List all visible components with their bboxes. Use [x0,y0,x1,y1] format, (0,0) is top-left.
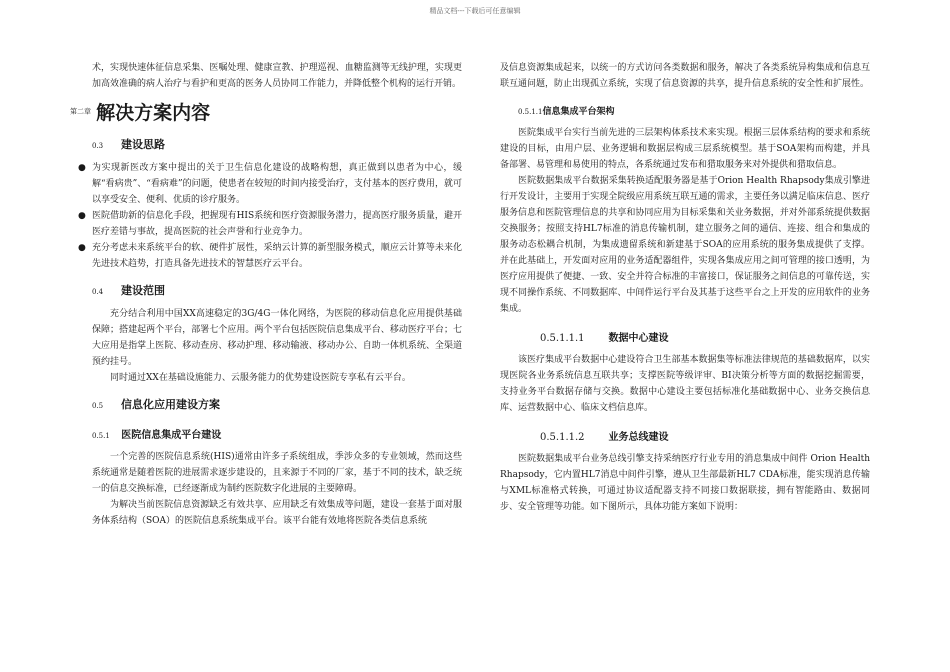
left-column [70,60,462,529]
section-heading-0-4 [92,282,462,298]
integration-paragraph-2: 为解决当前医院信息资源缺乏有效共享、应用缺乏有效集成等问题，建设一套基于面对服务体系结构（SOA）的医院信息系统集成平台。该平台能有效地将医院各类信息系统 [92,500,462,526]
section-heading-0-3 [92,136,462,152]
bullet-item [78,208,462,240]
intro-paragraph: 术，实现快速体征信息采集、医嘱处理、健康宣教、护理巡视、血糖监测等无线护理，实现更加高效准确的病人治疗与看护和更高的医务人员协同工作能力，并降低整个机构的运行开销。 [92,63,462,89]
page-header: 精品文档---下载后可任意编辑 [429,7,521,15]
section-number: 0.4 [92,288,104,296]
integration-paragraph-1: 一个完善的医院信息系统(HIS)通常由许多子系统组成，季涉众多的专业领域，然而这些系统通常是随着医院的进展需求逐步建设的，且来源于不同的厂家，基于不同的技术，缺乏统一的信息交换标准，已经逐渐成为制约医院数字化进展的主要障碍。 [92,452,462,494]
bullet-list [78,160,462,272]
heading-title: 数据中心建设 [608,333,669,344]
heading-title: 业务总线建设 [608,432,669,443]
section-title: 建设思路 [120,138,165,151]
subsection-number: 0.5.1 [92,432,110,440]
scope-paragraph-2: 同时通过XX在基础设施能力、云服务能力的优势建设医院专享私有云平台。 [110,373,411,383]
bus-paragraph: 医院数据集成平台业务总线引擎支持采纳医疗行业专用的消息集成中间件 Orion Health Rhapsody，它内置HL7消息中间件引擎，遵从卫生部最新HL7 CDA标准，能实现消息传输与XML标准格式转换，可通过协议适配器支持不同接口数据联接，拥有智能路由、数据同步、安全管理等功能。如下图所示，具体功能方案如下说明： [500,454,870,512]
chapter-heading [70,98,462,124]
subsection-title: 医院信息集成平台建设 [121,430,222,441]
section-number: 0.5 [92,402,104,410]
continuation-paragraph: 及信息资源集成起来，以统一的方式访问各类数据和服务，解决了各类系统异构集成和信息互联互通问题，防止出现孤立系统，实现了信息资源的共享，提升信息系统的安全性和扩展性。 [500,63,870,89]
subsection-heading-0-5-1 [92,426,462,441]
bullet-text: 充分考虑未来系统平台的软、硬件扩展性，采纳云计算的新型服务模式，顺应云计算等未来化先进技术趋势，打造具备先进技术的智慧医疗云平台。 [92,243,462,269]
section-heading-0-5 [92,396,462,412]
right-column [500,60,870,515]
bullet-item [78,160,462,208]
heading-number: 0.5.1.1.2 [540,432,585,443]
heading-number: 0.5.1.1.1 [540,333,585,344]
section-title: 信息化应用建设方案 [120,398,220,411]
subsection-heading-0-5-1-1 [500,104,870,117]
section-title: 建设范围 [120,284,165,297]
subsection-number: 0.5.1.1 [518,108,543,116]
bullet-item [78,240,462,272]
chapter-title: 解决方案内容 [96,102,211,124]
heading-0-5-1-1-1 [500,329,870,344]
bullet-dot-icon: ● [78,243,86,253]
subsection-title: 信息集成平台架构 [542,107,615,117]
section-number: 0.3 [92,142,104,150]
chapter-number: 第二章 [70,107,91,116]
scope-paragraph-1: 充分结合利用中国XX高速稳定的3G/4G一体化网络，为医院的移动信息化应用提供基础保障；搭建起两个平台，部署七个应用。两个平台包括医院信息集成平台、移动医疗平台；七大应用是指掌上医院、移动查房、移动护理、移动输液、移动办公、自助一体机系统、全渠道预约挂号。 [92,309,462,367]
architecture-paragraph-1: 医院集成平台实行当前先进的三层架构体系技术来实现。根据三层体系结构的要求和系统建设的目标，由用户层、业务逻辑和数据层构成三层系统模型。基于SOA架构而构建，并具备部署、易管理和易使用的特点，各系统通过发布和猎取服务来对外提供和猎取信息。 [500,128,870,170]
bullet-text: 为实现新医改方案中提出的关于卫生信息化建设的战略构想，真正做到以患者为中心，缓解“看病贵”、“看病难”的问题，使患者在较短的时间内接受治疗，支付基本的医疗费用，就可以享受安全、便利、优质的诊疗服务。 [92,163,462,205]
data-center-paragraph: 该医疗集成平台数据中心建设符合卫生部基本数据集等标准法律规范的基础数据库，以实现医院各业务系统信息互联共享；支撑医院等级评审、BI决策分析等方面的数据挖掘需要，支持业务平台数据存储与交换。数据中心建设主要包括标准化基础数据中心、业务交换信息库、运营数据中心、临床文档信息库。 [500,355,870,413]
bullet-dot-icon: ● [78,211,86,221]
bullet-text: 医院借助新的信息化手段，把握现有HIS系统和医疗资源服务潜力，提高医疗服务质量，避开医疗差错与事故，提高医院的社会声誉和行业竞争力。 [92,211,462,237]
heading-0-5-1-1-2 [500,428,870,443]
bullet-dot-icon: ● [78,163,86,173]
architecture-paragraph-2: 医院数据集成平台数据采集转换适配服务器是基于Orion Health Rhapsody集成引擎进行开发设计，主要用于实现全院级应用系统互联互通的需求，主要任务以满足临床信息、医疗服务信息和医院管理信息的共享和协同应用为目标采集和关业务数据，并对外部系统提供数据交换服务；按照支持HL7标准的消息传输机制，建立服务之间的通信、连接、组合和集成的服务动态松耦合机制，为集成遗留系统和新建基于SOA的应用系统的服务集成提供了支撑。并在此基础上，开发面对应用的业务适配器组件，实现各集成应用之间可管理的接口透明，为医疗应用提供了便捷、一致、安全并符合标准的丰富接口，保证服务之间信息的可靠传送，实现不同操作系统、不同数据库、中间件运行平台及其基于这些平台之上开发的应用软件的业务集成。 [500,176,870,314]
